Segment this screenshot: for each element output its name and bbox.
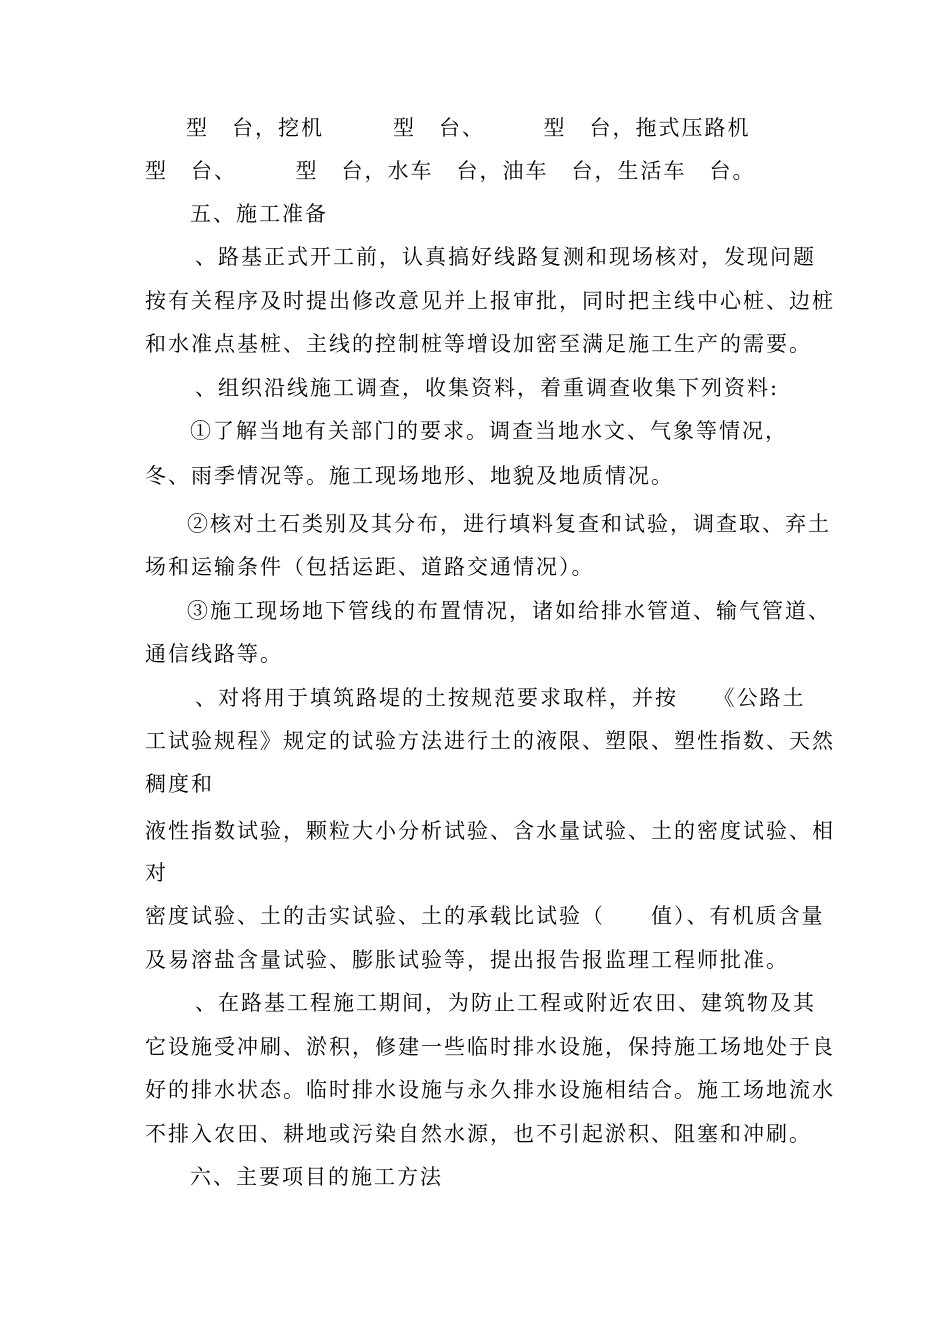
paragraph-line: 密度试验、土的击实试验、土的承载比试验（ 值）、有机质含量	[145, 904, 825, 928]
paragraph-line: 和水准点基桩、主线的控制桩等增设加密至满足施工生产的需要。	[145, 332, 812, 356]
paragraph-line: 好的排水状态。临时排水设施与永久排水设施相结合。施工场地流水	[145, 1078, 835, 1102]
paragraph-line: 工试验规程》规定的试验方法进行土的液限、塑限、塑性指数、天然	[145, 729, 835, 753]
section-heading-six: 六、主要项目的施工方法	[190, 1165, 443, 1189]
list-item-line: 场和运输条件（包括运距、道路交通情况）。	[145, 555, 595, 579]
paragraph-line: 、对将用于填筑路堤的土按规范要求取样，并按 《公路土	[195, 686, 806, 710]
paragraph-line: 对	[145, 861, 168, 885]
list-item-line: ③施工现场地下管线的布置情况，诸如给排水管道、输气管道、	[187, 599, 831, 623]
list-item-line: 冬、雨季情况等。施工现场地形、地貌及地质情况。	[145, 464, 674, 488]
paragraph-line: 及易溶盐含量试验、膨胀试验等，提出报告报监理工程师批准。	[145, 948, 789, 972]
paragraph-line: 、路基正式开工前，认真搞好线路复测和现场核对，发现问题	[195, 245, 816, 269]
paragraph-line: 按有关程序及时提出修改意见并上报审批，同时把主线中心桩、边桩	[145, 289, 835, 313]
paragraph-line: 、组织沿线施工调查，收集资料，着重调查收集下列资料:	[195, 376, 780, 400]
paragraph-line: 稠度和	[145, 772, 214, 796]
list-item-line: 通信线路等。	[145, 642, 283, 666]
list-item-line: ②核对土石类别及其分布，进行填料复查和试验，调查取、弃土	[187, 512, 831, 536]
paragraph-line: 液性指数试验，颗粒大小分析试验、含水量试验、土的密度试验、相	[145, 819, 835, 843]
paragraph-line: 不排入农田、耕地或污染自然水源，也不引起淤积、阻塞和冲刷。	[145, 1122, 812, 1146]
list-item-line: ①了解当地有关部门的要求。调查当地水文、气象等情况，	[190, 419, 788, 443]
paragraph-line: 、在路基工程施工期间，为防止工程或附近农田、建筑物及其	[195, 991, 816, 1015]
equipment-list-line-1: 型 台，挖机 型 台、 型 台，拖式压路机	[186, 116, 751, 140]
section-heading-five: 五、施工准备	[190, 202, 328, 226]
paragraph-line: 它设施受冲刷、淤积，修建一些临时排水设施，保持施工场地处于良	[145, 1035, 835, 1059]
equipment-list-line-2: 型 台、 型 台，水车 台，油车 台，生活车 台。	[145, 159, 756, 183]
